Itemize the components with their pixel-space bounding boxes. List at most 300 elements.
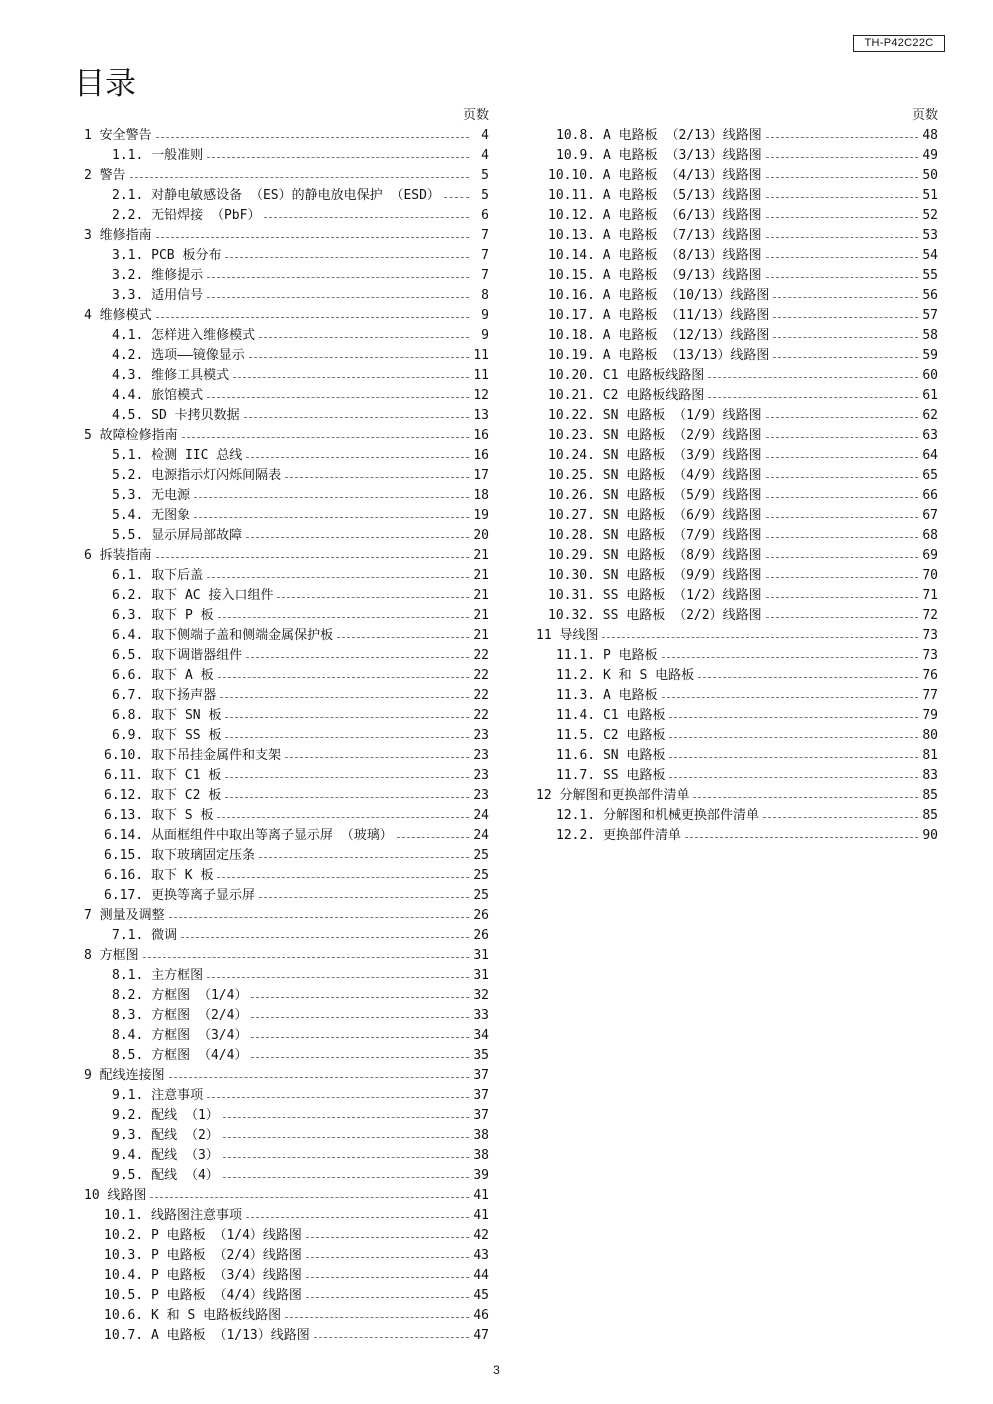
dot-leader: [763, 817, 918, 818]
dot-leader: [246, 457, 469, 458]
toc-entry-title: 12.2. 更换部件清单: [556, 828, 681, 843]
dot-leader: [773, 357, 918, 358]
page-column-label: 页数: [462, 108, 489, 123]
toc-entry-page: 44: [473, 1268, 489, 1283]
toc-entry-page: 21: [473, 608, 489, 623]
toc-entry-title: 6.3. 取下 P 板: [112, 608, 214, 623]
toc-entry-page: 48: [922, 128, 938, 143]
toc-entry[interactable]: [84, 306, 489, 326]
dot-leader: [251, 1057, 469, 1058]
toc-entry-page: 4: [481, 148, 489, 163]
dot-leader: [766, 197, 918, 198]
dot-leader: [251, 1037, 469, 1038]
toc-entry[interactable]: [84, 1286, 489, 1306]
toc-entry-page: 80: [922, 728, 938, 743]
dot-leader: [602, 637, 918, 638]
toc-entry-page: 7: [481, 248, 489, 263]
toc-entry-page: 25: [473, 868, 489, 883]
toc-entry[interactable]: [530, 666, 938, 686]
toc-entry[interactable]: [84, 686, 489, 706]
toc-entry[interactable]: [84, 786, 489, 806]
toc-entry[interactable]: [530, 766, 938, 786]
toc-entry-page: 50: [922, 168, 938, 183]
toc-entry[interactable]: [84, 146, 489, 166]
toc-entry-title: 6 拆装指南: [84, 548, 152, 563]
toc-entry[interactable]: [84, 806, 489, 826]
dot-leader: [306, 1257, 469, 1258]
toc-entry[interactable]: [530, 566, 938, 586]
toc-entry-title: 1.1. 一般准则: [112, 148, 204, 163]
toc-entry-page: 60: [922, 368, 938, 383]
toc-entry-page: 19: [473, 508, 489, 523]
dot-leader: [143, 957, 469, 958]
toc-entry[interactable]: [84, 1226, 489, 1246]
toc-entry-title: 12.1. 分解图和机械更换部件清单: [556, 808, 759, 823]
toc-entry-title: 7 测量及调整: [84, 908, 165, 923]
toc-entry-title: 6.10. 取下吊挂金属件和支架: [104, 748, 281, 763]
toc-entry[interactable]: [530, 806, 938, 826]
dot-leader: [766, 617, 918, 618]
toc-entry[interactable]: [84, 326, 489, 346]
dot-leader: [181, 937, 469, 938]
dot-leader: [233, 377, 469, 378]
toc-entry-title: 3.3. 适用信号: [112, 288, 204, 303]
toc-entry-title: 10.9. A 电路板 （3/13）线路图: [556, 148, 762, 163]
toc-entry[interactable]: [530, 486, 938, 506]
toc-entry-title: 9.5. 配线 （4）: [112, 1168, 219, 1183]
toc-entry[interactable]: [530, 466, 938, 486]
toc-entry-page: 68: [922, 528, 938, 543]
dot-leader: [766, 417, 918, 418]
dot-leader: [766, 457, 918, 458]
toc-entry-title: 10.28. SN 电路板 （7/9）线路图: [548, 528, 762, 543]
toc-entry-title: 9.1. 注意事项: [112, 1088, 204, 1103]
toc-entry-title: 10.19. A 电路板 （13/13）线路图: [548, 348, 770, 363]
toc-entry-page: 54: [922, 248, 938, 263]
toc-entry-page: 23: [473, 748, 489, 763]
dot-leader: [249, 357, 469, 358]
dot-leader: [217, 877, 469, 878]
toc-entry[interactable]: [84, 166, 489, 186]
toc-entry-page: 47: [473, 1328, 489, 1343]
toc-entry-page: 21: [473, 568, 489, 583]
toc-entry[interactable]: [530, 306, 938, 326]
toc-entry[interactable]: [530, 546, 938, 566]
dot-leader: [766, 577, 918, 578]
dot-leader: [259, 337, 469, 338]
toc-entry-title: 3 维修指南: [84, 228, 152, 243]
toc-entry-title: 2.1. 对静电敏感设备 （ES）的静电放电保护 （ESD）: [112, 188, 440, 203]
toc-entry[interactable]: [84, 546, 489, 566]
toc-entry-title: 9 配线连接图: [84, 1068, 165, 1083]
toc-entry-title: 10.23. SN 电路板 （2/9）线路图: [548, 428, 762, 443]
toc-entry-page: 63: [922, 428, 938, 443]
toc-entry[interactable]: [530, 626, 938, 646]
toc-entry-title: 4.1. 怎样进入维修模式: [112, 328, 256, 343]
dot-leader: [766, 237, 918, 238]
toc-entry[interactable]: [84, 406, 489, 426]
toc-entry-title: 6.15. 取下玻璃固定压条: [104, 848, 255, 863]
toc-entry-page: 23: [473, 768, 489, 783]
toc-entry-page: 21: [473, 548, 489, 563]
toc-entry[interactable]: [530, 726, 938, 746]
toc-entry-page: 26: [473, 908, 489, 923]
toc-entry-page: 22: [473, 668, 489, 683]
toc-entry[interactable]: [84, 426, 489, 446]
toc-entry-title: 6.17. 更换等离子显示屏: [104, 888, 255, 903]
dot-leader: [662, 697, 918, 698]
toc-entry[interactable]: [530, 786, 938, 806]
toc-entry-page: 62: [922, 408, 938, 423]
dot-leader: [182, 437, 469, 438]
toc-entry[interactable]: [84, 986, 489, 1006]
toc-entry-page: 59: [922, 348, 938, 363]
toc-entry-title: 10.14. A 电路板 （8/13）线路图: [548, 248, 762, 263]
toc-entry[interactable]: [84, 886, 489, 906]
toc-entry-title: 10.16. A 电路板 （10/13）线路图: [548, 288, 770, 303]
dot-leader: [693, 797, 918, 798]
dot-leader: [669, 717, 918, 718]
toc-entry-page: 34: [473, 1028, 489, 1043]
toc-entry-title: 10.17. A 电路板 （11/13）线路图: [548, 308, 770, 323]
toc-entry-title: 12 分解图和更换部件清单: [536, 788, 690, 803]
toc-entry-page: 31: [473, 968, 489, 983]
toc-entry-title: 10.29. SN 电路板 （8/9）线路图: [548, 548, 762, 563]
dot-leader: [766, 477, 918, 478]
toc-entry[interactable]: [530, 506, 938, 526]
toc-entry[interactable]: [84, 1306, 489, 1326]
toc-entry[interactable]: [84, 726, 489, 746]
toc-entry[interactable]: [84, 1186, 489, 1206]
toc-entry-page: 31: [473, 948, 489, 963]
toc-entry-title: 4.3. 维修工具模式: [112, 368, 230, 383]
toc-entry-title: 10.21. C2 电路板线路图: [548, 388, 705, 403]
toc-entry[interactable]: [530, 646, 938, 666]
dot-leader: [662, 657, 918, 658]
toc-entry-page: 22: [473, 648, 489, 663]
toc-entry-page: 38: [473, 1128, 489, 1143]
dot-leader: [277, 597, 469, 598]
toc-entry[interactable]: [84, 1146, 489, 1166]
toc-entry[interactable]: [530, 526, 938, 546]
toc-entry-title: 11.1. P 电路板: [556, 648, 658, 663]
toc-entry[interactable]: [84, 1326, 489, 1346]
toc-entry-title: 10.22. SN 电路板 （1/9）线路图: [548, 408, 762, 423]
toc-entry-title: 10.4. P 电路板 （3/4）线路图: [104, 1268, 302, 1283]
toc-entry-page: 4: [481, 128, 489, 143]
toc-entry[interactable]: [84, 826, 489, 846]
toc-entry-title: 6.12. 取下 C2 板: [104, 788, 222, 803]
toc-entry-title: 8.2. 方框图 （1/4）: [112, 988, 248, 1003]
toc-entry[interactable]: [84, 586, 489, 606]
toc-entry-page: 9: [481, 328, 489, 343]
dot-leader: [766, 257, 918, 258]
toc-entry[interactable]: [530, 186, 938, 206]
toc-entry-title: 10.13. A 电路板 （7/13）线路图: [548, 228, 762, 243]
dot-leader: [169, 917, 469, 918]
toc-entry-title: 10.6. K 和 S 电路板线路图: [104, 1308, 282, 1323]
toc-entry-title: 9.2. 配线 （1）: [112, 1108, 219, 1123]
toc-entry-title: 10 线路图: [84, 1188, 147, 1203]
toc-entry[interactable]: [530, 146, 938, 166]
toc-entry[interactable]: [84, 846, 489, 866]
toc-entry[interactable]: [84, 1206, 489, 1226]
toc-entry-title: 10.18. A 电路板 （12/13）线路图: [548, 328, 770, 343]
toc-entry[interactable]: [84, 186, 489, 206]
toc-entry[interactable]: [84, 266, 489, 286]
toc-entry-title: 10.10. A 电路板 （4/13）线路图: [548, 168, 762, 183]
toc-entry-page: 11: [473, 368, 489, 383]
toc-entry-page: 26: [473, 928, 489, 943]
toc-entry[interactable]: [530, 226, 938, 246]
toc-entry-title: 2 警告: [84, 168, 126, 183]
toc-entry[interactable]: [84, 446, 489, 466]
toc-entry[interactable]: [84, 1106, 489, 1126]
toc-entry[interactable]: [84, 346, 489, 366]
toc-entry[interactable]: [84, 386, 489, 406]
toc-entry[interactable]: [530, 166, 938, 186]
toc-entry[interactable]: [84, 466, 489, 486]
toc-entry[interactable]: [530, 586, 938, 606]
toc-entry-title: 5.5. 显示屏局部故障: [112, 528, 243, 543]
toc-column-left: [84, 106, 489, 1346]
toc-entry-title: 6.7. 取下扬声器: [112, 688, 217, 703]
toc-entry[interactable]: [530, 446, 938, 466]
toc-entry-title: 10.11. A 电路板 （5/13）线路图: [548, 188, 762, 203]
dot-leader: [217, 817, 469, 818]
toc-entry[interactable]: [84, 1006, 489, 1026]
toc-entry-title: 8.5. 方框图 （4/4）: [112, 1048, 248, 1063]
toc-entry-title: 8.1. 主方框图: [112, 968, 204, 983]
toc-entry-page: 64: [922, 448, 938, 463]
toc-entry[interactable]: [84, 366, 489, 386]
toc-entry-title: 3.2. 维修提示: [112, 268, 204, 283]
toc-entry-page: 23: [473, 728, 489, 743]
toc-entry-title: 6.14. 从面框组件中取出等离子显示屏 （玻璃）: [104, 828, 393, 843]
toc-entry-title: 6.9. 取下 SS 板: [112, 728, 222, 743]
dot-leader: [766, 277, 918, 278]
toc-entry-page: 41: [473, 1188, 489, 1203]
dot-leader: [285, 477, 469, 478]
toc-entry-page: 49: [922, 148, 938, 163]
toc-entry-title: 6.6. 取下 A 板: [112, 668, 214, 683]
toc-entry[interactable]: [530, 386, 938, 406]
toc-entry[interactable]: [84, 1046, 489, 1066]
dot-leader: [246, 657, 469, 658]
toc-entry[interactable]: [84, 646, 489, 666]
toc-entry-title: 5.3. 无电源: [112, 488, 191, 503]
toc-entry-title: 1 安全警告: [84, 128, 152, 143]
toc-entry[interactable]: [530, 406, 938, 426]
toc-entry[interactable]: [84, 1126, 489, 1146]
toc-entry[interactable]: [84, 606, 489, 626]
toc-entry-page: 7: [481, 268, 489, 283]
dot-leader: [207, 1097, 469, 1098]
dot-leader: [207, 157, 469, 158]
toc-entry-title: 5.4. 无图象: [112, 508, 191, 523]
toc-entry-title: 6.1. 取下后盖: [112, 568, 204, 583]
toc-entry-page: 85: [922, 808, 938, 823]
toc-entry-page: 43: [473, 1248, 489, 1263]
toc-entry[interactable]: [530, 686, 938, 706]
dot-leader: [225, 777, 469, 778]
toc-entry-page: 11: [473, 348, 489, 363]
toc-entry[interactable]: [84, 906, 489, 926]
toc-entry-page: 76: [922, 668, 938, 683]
dot-leader: [773, 317, 918, 318]
toc-entry[interactable]: [530, 266, 938, 286]
toc-entry-title: 10.8. A 电路板 （2/13）线路图: [556, 128, 762, 143]
toc-entry-title: 10.24. SN 电路板 （3/9）线路图: [548, 448, 762, 463]
toc-entry-title: 2.2. 无铅焊接 （PbF）: [112, 208, 261, 223]
toc-entry-page: 71: [922, 588, 938, 603]
toc-entry[interactable]: [530, 206, 938, 226]
toc-entry-title: 11.6. SN 电路板: [556, 748, 666, 763]
dot-leader: [220, 697, 469, 698]
toc-entry-page: 79: [922, 708, 938, 723]
page-title: 目录: [74, 66, 136, 102]
toc-entry-page: 22: [473, 708, 489, 723]
dot-leader: [225, 717, 469, 718]
toc-list-left: [84, 126, 489, 1346]
toc-entry-title: 10.5. P 电路板 （4/4）线路图: [104, 1288, 302, 1303]
dot-leader: [285, 1317, 469, 1318]
toc-entry[interactable]: [84, 706, 489, 726]
dot-leader: [194, 497, 469, 498]
dot-leader: [194, 517, 469, 518]
toc-entry[interactable]: [84, 926, 489, 946]
toc-entry-title: 5.1. 检测 IIC 总线: [112, 448, 243, 463]
toc-entry-title: 8.3. 方框图 （2/4）: [112, 1008, 248, 1023]
toc-entry[interactable]: [84, 626, 489, 646]
toc-entry[interactable]: [84, 1166, 489, 1186]
toc-entry[interactable]: [84, 506, 489, 526]
toc-entry-title: 8 方框图: [84, 948, 139, 963]
toc-entry-title: 11.4. C1 电路板: [556, 708, 666, 723]
toc-entry-title: 5.2. 电源指示灯闪烁间隔表: [112, 468, 282, 483]
dot-leader: [130, 177, 469, 178]
toc-entry[interactable]: [530, 126, 938, 146]
toc-entry[interactable]: [84, 866, 489, 886]
toc-entry[interactable]: [530, 826, 938, 846]
toc-entry-page: 73: [922, 628, 938, 643]
toc-entry-title: 6.16. 取下 K 板: [104, 868, 214, 883]
toc-entry-title: 5 故障检修指南: [84, 428, 178, 443]
toc-entry-title: 10.1. 线路图注意事项: [104, 1208, 242, 1223]
toc-entry[interactable]: [530, 246, 938, 266]
toc-entry[interactable]: [84, 486, 489, 506]
page-number: 3: [493, 1363, 500, 1377]
toc-entry[interactable]: [530, 326, 938, 346]
toc-entry-title: 6.5. 取下调谐器组件: [112, 648, 243, 663]
toc-entry-page: 25: [473, 888, 489, 903]
dot-leader: [306, 1237, 469, 1238]
toc-entry-page: 65: [922, 468, 938, 483]
toc-entry[interactable]: [530, 346, 938, 366]
toc-entry-title: 7.1. 微调: [112, 928, 178, 943]
toc-entry[interactable]: [84, 226, 489, 246]
dot-leader: [708, 377, 918, 378]
toc-entry[interactable]: [84, 766, 489, 786]
toc-entry-title: 3.1. PCB 板分布: [112, 248, 222, 263]
toc-entry-page: 39: [473, 1168, 489, 1183]
toc-entry[interactable]: [84, 966, 489, 986]
toc-entry-title: 10.31. SS 电路板 （1/2）线路图: [548, 588, 762, 603]
toc-entry[interactable]: [84, 1066, 489, 1086]
toc-entry[interactable]: [84, 246, 489, 266]
toc-entry-page: 17: [473, 468, 489, 483]
toc-entry-page: 5: [481, 188, 489, 203]
toc-entry-page: 24: [473, 828, 489, 843]
toc-entry-page: 70: [922, 568, 938, 583]
dot-leader: [207, 277, 469, 278]
toc-entry-page: 81: [922, 748, 938, 763]
toc-entry-page: 5: [481, 168, 489, 183]
toc-entry-page: 6: [481, 208, 489, 223]
toc-entry[interactable]: [84, 746, 489, 766]
dot-leader: [314, 1337, 469, 1338]
dot-leader: [766, 157, 918, 158]
dot-leader: [218, 617, 469, 618]
toc-entry-page: 51: [922, 188, 938, 203]
toc-entry[interactable]: [530, 606, 938, 626]
toc-entry[interactable]: [84, 946, 489, 966]
toc-entry[interactable]: [84, 286, 489, 306]
dot-leader: [264, 217, 469, 218]
toc-entry-title: 4 维修模式: [84, 308, 152, 323]
page-column-label: 页数: [911, 108, 938, 123]
toc-entry-page: 21: [473, 588, 489, 603]
dot-leader: [246, 1217, 469, 1218]
toc-entry[interactable]: [84, 126, 489, 146]
toc-entry[interactable]: [530, 426, 938, 446]
dot-leader: [773, 297, 918, 298]
toc-entry[interactable]: [84, 206, 489, 226]
toc-entry[interactable]: [84, 1246, 489, 1266]
toc-entry[interactable]: [84, 1266, 489, 1286]
toc-entry[interactable]: [530, 746, 938, 766]
toc-entry-title: 10.3. P 电路板 （2/4）线路图: [104, 1248, 302, 1263]
dot-leader: [766, 217, 918, 218]
dot-leader: [244, 417, 469, 418]
dot-leader: [251, 997, 469, 998]
toc-entry-title: 9.4. 配线 （3）: [112, 1148, 219, 1163]
toc-entry[interactable]: [84, 526, 489, 546]
toc-entry-page: 85: [922, 788, 938, 803]
toc-entry[interactable]: [84, 1026, 489, 1046]
toc-entry[interactable]: [530, 706, 938, 726]
toc-entry-page: 73: [922, 648, 938, 663]
toc-entry-page: 16: [473, 448, 489, 463]
dot-leader: [708, 397, 918, 398]
dot-leader: [766, 497, 918, 498]
dot-leader: [207, 397, 469, 398]
dot-leader: [285, 757, 469, 758]
dot-leader: [669, 737, 918, 738]
toc-entry-title: 10.26. SN 电路板 （5/9）线路图: [548, 488, 762, 503]
toc-entry[interactable]: [530, 366, 938, 386]
dot-leader: [156, 237, 469, 238]
toc-entry[interactable]: [84, 1086, 489, 1106]
toc-entry[interactable]: [84, 666, 489, 686]
toc-entry[interactable]: [84, 566, 489, 586]
dot-leader: [251, 1017, 469, 1018]
toc-entry-title: 6.8. 取下 SN 板: [112, 708, 222, 723]
toc-entry-title: 10.15. A 电路板 （9/13）线路图: [548, 268, 762, 283]
toc-entry-title: 11.7. SS 电路板: [556, 768, 666, 783]
toc-entry[interactable]: [530, 286, 938, 306]
toc-entry-page: 66: [922, 488, 938, 503]
